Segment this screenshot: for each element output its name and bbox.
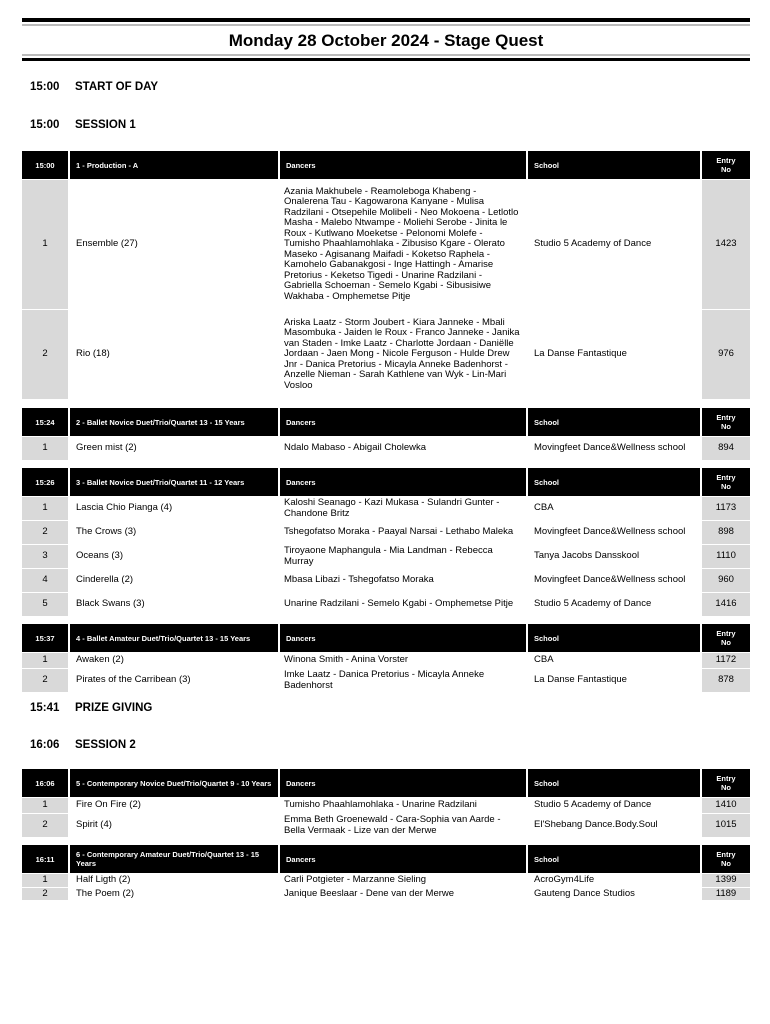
entry-number: 1173 bbox=[702, 496, 750, 520]
agenda-label: SESSION 2 bbox=[75, 739, 136, 751]
table-row bbox=[22, 797, 750, 813]
table-row bbox=[22, 813, 750, 837]
agenda-time: 15:00 bbox=[30, 81, 60, 93]
session-2-blocks bbox=[22, 769, 750, 900]
dancers-list: Winona Smith - Anina Vorster bbox=[280, 652, 528, 668]
class-name: 4 - Ballet Amateur Duet/Trio/Quartet 13 - 15 Years bbox=[70, 624, 280, 652]
school-name: Movingfeet Dance&Wellness school bbox=[528, 568, 702, 592]
class-name: 6 - Contemporary Amateur Duet/Trio/Quartet 13 - 15 Years bbox=[70, 845, 280, 873]
class-header-row bbox=[22, 845, 750, 873]
dancers-list: Janique Beeslaar - Dene van der Merwe bbox=[280, 887, 528, 901]
entry-number: 878 bbox=[702, 668, 750, 692]
class-time: 15:26 bbox=[22, 468, 70, 496]
item-number: 1 bbox=[22, 652, 70, 668]
school-name: La Danse Fantastique bbox=[528, 668, 702, 692]
class-header-row bbox=[22, 769, 750, 797]
item-title: Black Swans (3) bbox=[70, 592, 280, 616]
agenda-label: START OF DAY bbox=[75, 81, 159, 93]
school-name: Gauteng Dance Studios bbox=[528, 887, 702, 901]
entry-header-line-2: No bbox=[721, 422, 731, 431]
entry-header-line-2: No bbox=[721, 638, 731, 647]
item-title: Green mist (2) bbox=[70, 436, 280, 460]
entry-header bbox=[702, 624, 750, 652]
table-row bbox=[22, 520, 750, 544]
entry-number: 1399 bbox=[702, 873, 750, 887]
school-header: School bbox=[528, 408, 702, 436]
schedule-page bbox=[22, 18, 750, 900]
class-name: 1 - Production - A bbox=[70, 151, 280, 179]
school-name: Studio 5 Academy of Dance bbox=[528, 797, 702, 813]
item-title: Fire On Fire (2) bbox=[70, 797, 280, 813]
item-number: 2 bbox=[22, 309, 70, 399]
item-title: Pirates of the Carribean (3) bbox=[70, 668, 280, 692]
item-title: Lascia Chio Pianga (4) bbox=[70, 496, 280, 520]
dancers-list: Azania Makhubele - Reamoleboga Khabeng - Onalerena Tau - Kagowarona Kanyane - Mulisa Radzilani - Otsepehile Molibeli - Neo Mokoena - Letlotlo Masha - Malebo Ntwampe - Moliehi Serobe - Jinita le Roux - Kutlwano Moeketse - Pelonomi Molefe - Tumisho Phaahlamohlaka - Zibusiso Kgare - Olerato Maseko - Agisanang Maifadi - Koketso Raphela - Kamohelo Gabanakgosi - Inge Hattingh - Amarise Pretorius - Keketso Tigedi - Unarine Radzilani - Gabriella Schoeman - Semelo Kgabi - Sibusisiwe Wakhaba - Omphemetse Pitje bbox=[280, 179, 528, 309]
entry-header-line-1: Entry bbox=[716, 629, 736, 638]
item-number: 2 bbox=[22, 887, 70, 901]
class-header-row bbox=[22, 151, 750, 179]
class-header-row bbox=[22, 408, 750, 436]
school-header: School bbox=[528, 624, 702, 652]
item-number: 2 bbox=[22, 668, 70, 692]
dancers-list: Ndalo Mabaso - Abigail Cholewka bbox=[280, 436, 528, 460]
dancers-list: Ariska Laatz - Storm Joubert - Kiara Janneke - Mbali Masombuka - Jaiden le Roux - Franco Janneke - Janika van Staden - Imke Laatz - Charlotte Jordaan - Daniëlle Jordaan - Jaen Mong - Nicole Ferguson - Hulde Drew Jnr - Danica Pretorius - Micayla Anneke Badenhorst - Anzelle Nieman - Sarah Kathlene van Wyk - Lin-Mari Vosloo bbox=[280, 309, 528, 399]
entry-header bbox=[702, 845, 750, 873]
school-name: AcroGym4Life bbox=[528, 873, 702, 887]
class-time: 15:00 bbox=[22, 151, 70, 179]
class-name: 5 - Contemporary Novice Duet/Trio/Quartet 9 - 10 Years bbox=[70, 769, 280, 797]
entry-header-line-2: No bbox=[721, 859, 731, 868]
agenda-time: 15:41 bbox=[30, 702, 60, 714]
class-table bbox=[22, 468, 750, 616]
school-name: Studio 5 Academy of Dance bbox=[528, 592, 702, 616]
entry-header bbox=[702, 769, 750, 797]
dancers-header: Dancers bbox=[280, 151, 528, 179]
table-row bbox=[22, 887, 750, 901]
dancers-list: Tiroyaone Maphangula - Mia Landman - Rebecca Murray bbox=[280, 544, 528, 568]
school-name: Movingfeet Dance&Wellness school bbox=[528, 436, 702, 460]
table-row bbox=[22, 568, 750, 592]
class-table bbox=[22, 408, 750, 460]
dancers-header: Dancers bbox=[280, 769, 528, 797]
session-1-blocks bbox=[22, 151, 750, 692]
school-header: School bbox=[528, 151, 702, 179]
table-row bbox=[22, 592, 750, 616]
class-time: 15:24 bbox=[22, 408, 70, 436]
dancers-header: Dancers bbox=[280, 408, 528, 436]
dancers-header: Dancers bbox=[280, 845, 528, 873]
item-title: Spirit (4) bbox=[70, 813, 280, 837]
school-name: Studio 5 Academy of Dance bbox=[528, 179, 702, 309]
school-name: El'Shebang Dance.Body.Soul bbox=[528, 813, 702, 837]
dancers-list: Kaloshi Seanago - Kazi Mukasa - Sulandri Gunter - Chandone Britz bbox=[280, 496, 528, 520]
entry-number: 976 bbox=[702, 309, 750, 399]
school-name: Tanya Jacobs Dansskool bbox=[528, 544, 702, 568]
table-row bbox=[22, 496, 750, 520]
school-name: CBA bbox=[528, 496, 702, 520]
entry-header bbox=[702, 151, 750, 179]
item-title: Awaken (2) bbox=[70, 652, 280, 668]
item-title: Rio (18) bbox=[70, 309, 280, 399]
table-row bbox=[22, 544, 750, 568]
agenda-label: PRIZE GIVING bbox=[75, 702, 153, 714]
agenda-time: 15:00 bbox=[30, 119, 60, 131]
entry-number: 1410 bbox=[702, 797, 750, 813]
item-number: 3 bbox=[22, 544, 70, 568]
entry-header-line-1: Entry bbox=[716, 156, 736, 165]
entry-header bbox=[702, 408, 750, 436]
entry-header-line-2: No bbox=[721, 783, 731, 792]
school-header: School bbox=[528, 845, 702, 873]
dancers-list: Tumisho Phaahlamohlaka - Unarine Radzilani bbox=[280, 797, 528, 813]
school-header: School bbox=[528, 769, 702, 797]
class-table bbox=[22, 151, 750, 399]
entry-header bbox=[702, 468, 750, 496]
class-time: 16:11 bbox=[22, 845, 70, 873]
entry-number: 1416 bbox=[702, 592, 750, 616]
table-row bbox=[22, 668, 750, 692]
school-header: School bbox=[528, 468, 702, 496]
agenda-label: SESSION 1 bbox=[75, 119, 136, 131]
item-number: 2 bbox=[22, 520, 70, 544]
table-row bbox=[22, 873, 750, 887]
table-row bbox=[22, 436, 750, 460]
dancers-header: Dancers bbox=[280, 624, 528, 652]
dancers-list: Mbasa Libazi - Tshegofatso Moraka bbox=[280, 568, 528, 592]
table-row bbox=[22, 179, 750, 309]
agenda-session-1 bbox=[22, 119, 750, 135]
table-row bbox=[22, 652, 750, 668]
class-table bbox=[22, 845, 750, 900]
item-number: 5 bbox=[22, 592, 70, 616]
item-title: Oceans (3) bbox=[70, 544, 280, 568]
dancers-list: Imke Laatz - Danica Pretorius - Micayla Anneke Badenhorst bbox=[280, 668, 528, 692]
page-title: Monday 28 October 2024 - Stage Quest bbox=[228, 31, 544, 50]
class-header-row bbox=[22, 624, 750, 652]
item-title: Cinderella (2) bbox=[70, 568, 280, 592]
title-bar bbox=[22, 18, 750, 61]
agenda-start-of-day bbox=[22, 81, 750, 97]
class-name: 2 - Ballet Novice Duet/Trio/Quartet 13 - 15 Years bbox=[70, 408, 280, 436]
dancers-list: Unarine Radzilani - Semelo Kgabi - Omphemetse Pitje bbox=[280, 592, 528, 616]
class-header-row bbox=[22, 468, 750, 496]
entry-number: 898 bbox=[702, 520, 750, 544]
class-table bbox=[22, 769, 750, 837]
item-number: 4 bbox=[22, 568, 70, 592]
entry-header-line-1: Entry bbox=[716, 774, 736, 783]
entry-number: 1423 bbox=[702, 179, 750, 309]
agenda-prize-giving bbox=[22, 702, 750, 718]
school-name: Movingfeet Dance&Wellness school bbox=[528, 520, 702, 544]
entry-header-line-2: No bbox=[721, 482, 731, 491]
item-title: Ensemble (27) bbox=[70, 179, 280, 309]
entry-number: 894 bbox=[702, 436, 750, 460]
dancers-list: Emma Beth Groenewald - Cara-Sophia van Aarde - Bella Vermaak - Lize van der Merwe bbox=[280, 813, 528, 837]
entry-header-line-1: Entry bbox=[716, 850, 736, 859]
item-title: Half Ligth (2) bbox=[70, 873, 280, 887]
school-name: CBA bbox=[528, 652, 702, 668]
agenda-time: 16:06 bbox=[30, 739, 60, 751]
dancers-list: Tshegofatso Moraka - Paayal Narsai - Lethabo Maleka bbox=[280, 520, 528, 544]
item-number: 1 bbox=[22, 436, 70, 460]
class-name: 3 - Ballet Novice Duet/Trio/Quartet 11 - 12 Years bbox=[70, 468, 280, 496]
item-number: 1 bbox=[22, 496, 70, 520]
school-name: La Danse Fantastique bbox=[528, 309, 702, 399]
agenda-session-2 bbox=[22, 739, 750, 755]
item-number: 2 bbox=[22, 813, 70, 837]
entry-number: 1189 bbox=[702, 887, 750, 901]
item-number: 1 bbox=[22, 797, 70, 813]
dancers-list: Carli Potgieter - Marzanne Sieling bbox=[280, 873, 528, 887]
entry-number: 1172 bbox=[702, 652, 750, 668]
entry-number: 1110 bbox=[702, 544, 750, 568]
entry-header-line-1: Entry bbox=[716, 413, 736, 422]
dancers-header: Dancers bbox=[280, 468, 528, 496]
item-title: The Poem (2) bbox=[70, 887, 280, 901]
table-row bbox=[22, 309, 750, 399]
entry-number: 1015 bbox=[702, 813, 750, 837]
item-number: 1 bbox=[22, 179, 70, 309]
entry-header-line-2: No bbox=[721, 165, 731, 174]
item-number: 1 bbox=[22, 873, 70, 887]
class-time: 15:37 bbox=[22, 624, 70, 652]
item-title: The Crows (3) bbox=[70, 520, 280, 544]
entry-number: 960 bbox=[702, 568, 750, 592]
class-table bbox=[22, 624, 750, 692]
entry-header-line-1: Entry bbox=[716, 473, 736, 482]
class-time: 16:06 bbox=[22, 769, 70, 797]
